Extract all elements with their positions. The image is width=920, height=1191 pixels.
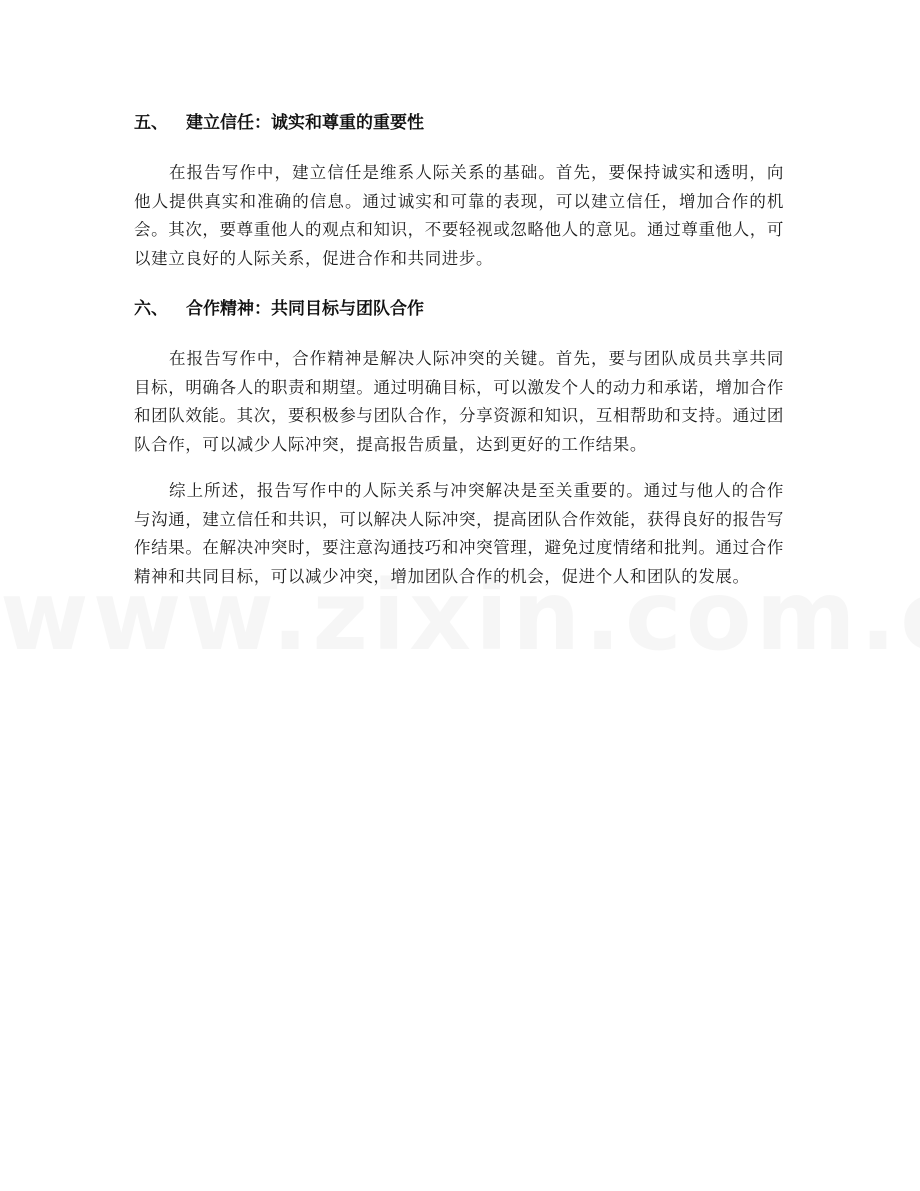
section-paragraph: 在报告写作中，合作精神是解决人际冲突的关键。首先，要与团队成员共享共同目标，明确各人的职责和期望。通过明确目标，可以激发个人的动力和承诺，增加合作和团队效能。其次，要积极参与团队合作，分享资源和知识，互相帮助和支持。通过团队合作，可以减少人际冲突，提高报告质量，达到更好的工作结果。 <box>134 349 784 454</box>
document-body <box>134 105 784 591</box>
section-title: 合作精神：共同目标与团队合作 <box>186 299 424 319</box>
section-number: 六、 <box>134 299 168 319</box>
conclusion-paragraph: 综上所述，报告写作中的人际关系与冲突解决是至关重要的。通过与他人的合作与沟通，建立信任和共识，可以解决人际冲突，提高团队合作效能，获得良好的报告写作结果。在解决冲突时，要注意沟通技巧和冲突管理，避免过度情绪和批判。通过合作精神和共同目标，可以减少冲突，增加团队合作的机会，促进个人和团队的发展。 <box>134 481 784 586</box>
section-paragraph: 在报告写作中，建立信任是维系人际关系的基础。首先，要保持诚实和透明，向他人提供真实和准确的信息。通过诚实和可靠的表现，可以建立信任，增加合作的机会。其次，要尊重他人的观点和知识，不要轻视或忽略他人的意见。通过尊重他人，可以建立良好的人际关系，促进合作和共同进步。 <box>134 163 784 268</box>
section-number: 五、 <box>134 113 168 133</box>
section-title: 建立信任：诚实和尊重的重要性 <box>186 113 424 133</box>
section-heading-6 <box>134 291 784 327</box>
section-heading-5 <box>134 105 784 141</box>
